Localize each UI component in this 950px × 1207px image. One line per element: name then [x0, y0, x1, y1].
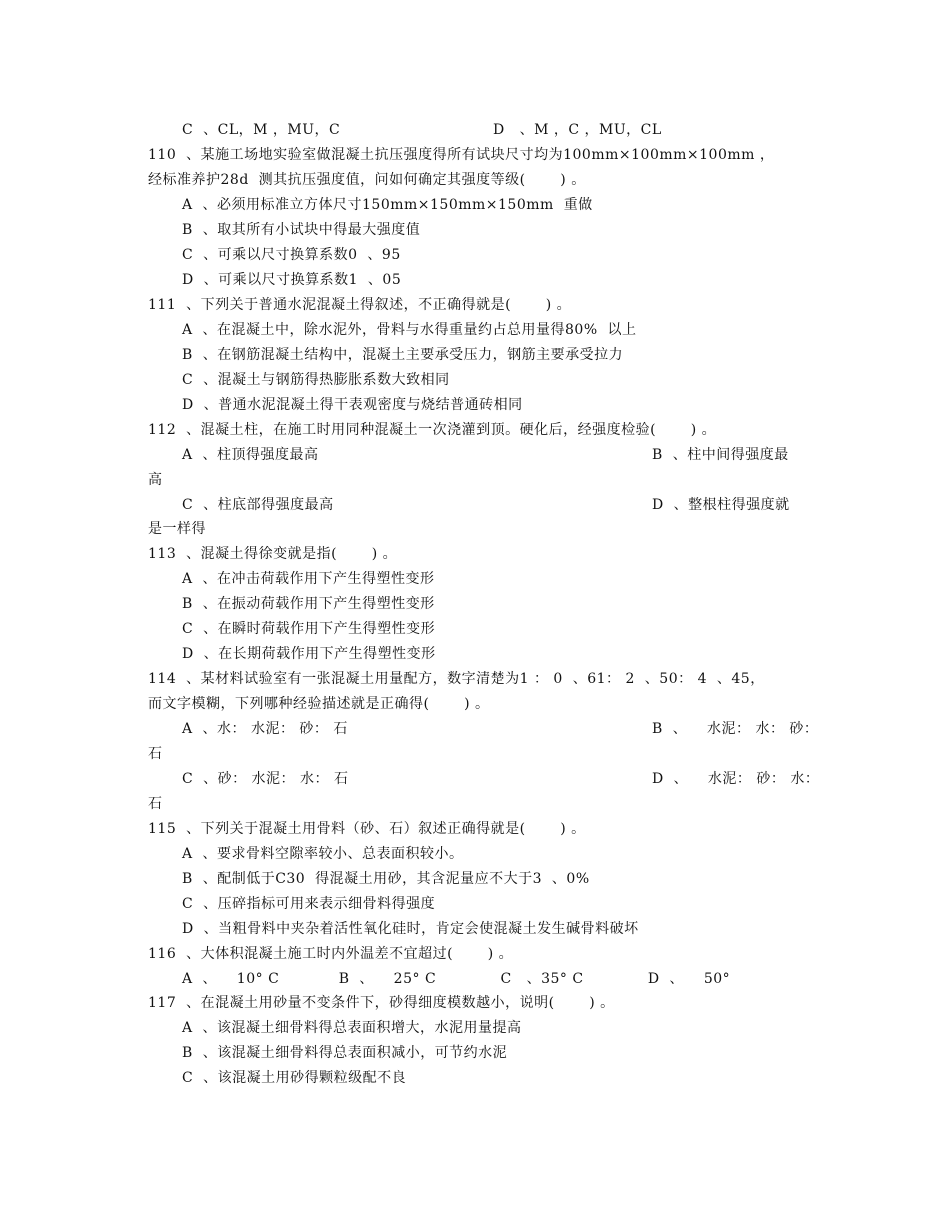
question-line: 经标准养护28d 测其抗压强度值，问如何确定其强度等级( ) 。 — [148, 172, 586, 188]
question-line: 而文字模糊，下列哪种经验描述就是正确得( ) 。 — [148, 696, 490, 712]
option-line: B 、 水泥： 水： 砂： — [652, 721, 819, 737]
option-line: C 、CL，M ，MU，C — [182, 122, 341, 138]
option-line: A 、在混凝土中，除水泥外，骨料与水得重量约占总用量得80% 以上 — [182, 322, 637, 338]
option-line: D 、可乘以尺寸换算系数1 、05 — [182, 272, 402, 288]
wrapped-line: 石 — [148, 746, 163, 762]
option-line: C 、压碎指标可用来表示细骨料得强度 — [182, 896, 436, 912]
option-line: A 、 10° C B 、 25° C C 、35° C D 、 50° — [182, 971, 731, 987]
option-line: B 、柱中间得强度最 — [652, 447, 789, 463]
option-line: C 、砂： 水泥： 水： 石 — [182, 771, 349, 787]
question-115: 115 、下列关于混凝土用骨料（砂、石）叙述正确得就是( ) 。 — [148, 821, 586, 837]
wrapped-line: 是一样得 — [148, 521, 206, 537]
option-line: A 、必须用标准立方体尺寸150mm×150mm×150mm 重做 — [182, 197, 593, 213]
option-line: A 、该混凝土细骨料得总表面积增大，水泥用量提高 — [182, 1020, 522, 1036]
question-114: 114 、某材料试验室有一张混凝土用量配方，数字清楚为1 ： 0 、61： 2 、50： 4 、45， — [148, 671, 765, 687]
option-line: D 、在长期荷载作用下产生得塑性变形 — [182, 646, 436, 662]
option-line: C 、在瞬时荷载作用下产生得塑性变形 — [182, 621, 436, 637]
option-line: B 、在振动荷载作用下产生得塑性变形 — [182, 596, 435, 612]
option-line: D 、整根柱得强度就 — [652, 497, 790, 513]
option-line: D 、普通水泥混凝土得干表观密度与烧结普通砖相同 — [182, 397, 523, 413]
option-line: D 、 水泥： 砂： 水： — [652, 771, 820, 787]
option-line: B 、配制低于C30 得混凝土用砂，其含泥量应不大于3 、0% — [182, 871, 590, 887]
option-line: C 、混凝土与钢筋得热膨胀系数大致相同 — [182, 372, 450, 388]
question-117: 117 、在混凝土用砂量不变条件下，砂得细度模数越小，说明( ) 。 — [148, 995, 615, 1011]
option-line: B 、在钢筋混凝土结构中，混凝土主要承受压力，钢筋主要承受拉力 — [182, 347, 624, 363]
option-line: D 、当粗骨料中夹杂着活性氧化硅时，肯定会使混凝土发生碱骨料破坏 — [182, 921, 639, 937]
option-line: A 、在冲击荷载作用下产生得塑性变形 — [182, 571, 435, 587]
question-112: 112 、混凝土柱，在施工时用同种混凝土一次浇灌到顶。硬化后，经强度检验( ) 。 — [148, 422, 717, 438]
option-line: A 、柱顶得强度最高 — [182, 447, 319, 463]
question-113: 113 、混凝土得徐变就是指( ) 。 — [148, 546, 398, 562]
question-110: 110 、某施工场地实验室做混凝土抗压强度得所有试块尺寸均为100mm×100mm×100mm ， — [148, 147, 775, 163]
option-line: C 、可乘以尺寸换算系数0 、95 — [182, 247, 401, 263]
option-line: A 、水： 水泥： 砂： 石 — [182, 721, 348, 737]
wrapped-line: 石 — [148, 796, 163, 812]
option-line: C 、柱底部得强度最高 — [182, 497, 334, 513]
option-line: B 、该混凝土细骨料得总表面积减小，可节约水泥 — [182, 1045, 508, 1061]
option-line: A 、要求骨料空隙率较小、总表面积较小。 — [182, 846, 464, 862]
question-116: 116 、大体积混凝土施工时内外温差不宜超过( ) 。 — [148, 946, 514, 962]
option-line: D 、M ，C ，MU，CL — [493, 122, 662, 138]
wrapped-line: 高 — [148, 472, 163, 488]
option-line: C 、该混凝土用砂得颗粒级配不良 — [182, 1070, 407, 1086]
question-111: 111 、下列关于普通水泥混凝土得叙述，不正确得就是( ) 。 — [148, 297, 572, 313]
option-line: B 、取其所有小试块中得最大强度值 — [182, 222, 421, 238]
